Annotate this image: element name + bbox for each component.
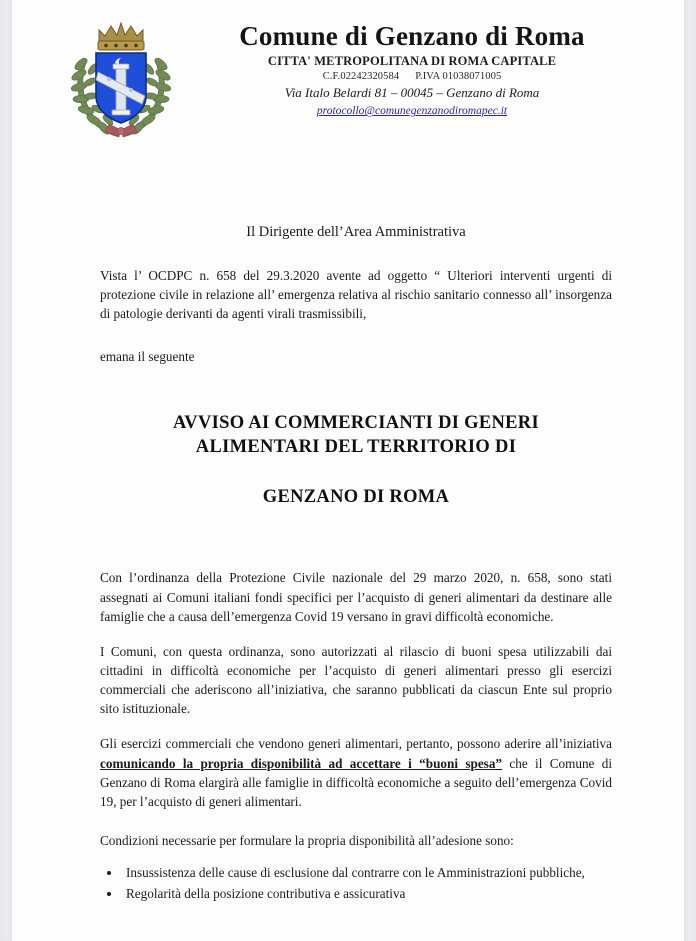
vat-number: P.IVA 01038071005	[415, 71, 502, 83]
letterhead	[12, 0, 684, 168]
crest-crown-icon	[98, 23, 144, 50]
organization-subtitle: CITTA' METROPOLITANA DI ROMA CAPITALE	[267, 54, 557, 69]
document-body	[12, 224, 684, 904]
premise-paragraph: Vista l’ OCDPC n. 658 del 29.3.2020 avente ad oggetto “ Ulteriori interventi urgenti di protezione civile in relazione all’ emergenza relativa al rischio sanitario connesso all’ insorgenza di patologie derivanti da agenti virali trasmissibili,	[100, 268, 612, 322]
issue-line: emana il seguente	[100, 349, 195, 365]
document-sheet	[12, 0, 684, 941]
adhesion-text-before: Gli esercizi commerciali che vendono generi alimentari, pertanto, possono aderire all’iniziativa	[100, 736, 612, 752]
signatory-line: Il Dirigente dell’Area Amministrativa	[246, 224, 466, 240]
letterhead-text	[177, 22, 647, 119]
notice-content	[100, 568, 612, 904]
notice-title-city: GENZANO DI ROMA	[262, 487, 450, 508]
organization-email-link[interactable]: protocollo@comunegenzanodiromapec.it	[316, 105, 508, 118]
paragraph-adhesion	[100, 734, 612, 811]
paragraph-vouchers: I Comuni, con questa ordinanza, sono autorizzati al rilascio di buoni spesa utilizzabili dai cittadini in difficoltà economiche per l’acquisto di generi alimentari presso gli esercizi commerciali che aderiscono all’iniziativa, che saranno pubblicati da ciascun Ente sul proprio sito istituzionale.	[100, 643, 612, 717]
adhesion-text-after: che il Comune di Genzano di Roma elargirà alle famiglie in difficoltà economiche a seguito dell’emergenza Covid 19, per l’acquisto di generi alimentari.	[100, 755, 613, 809]
paragraph-funds: Con l’ordinanza della Protezione Civile nazionale del 29 marzo 2020, n. 658, sono stati assegnati ai Comuni italiani fondi specifici per l’acquisto di generi alimentari da destinare alle famiglie che a causa dell’emergenza Covid 19 versano in gravi difficoltà economiche.	[100, 570, 612, 624]
notice-title	[100, 411, 612, 460]
organization-name: Comune di Genzano di Roma	[239, 21, 585, 51]
conditions-list	[100, 862, 612, 904]
organization-address: Via Italo Belardi 81 – 00045 – Genzano di Roma	[284, 85, 540, 101]
fiscal-code: C.F.02242320584	[322, 71, 400, 83]
conditions-intro: Condizioni necessarie per formulare la propria disponibilità all’adesione sono:	[100, 832, 514, 848]
page-edge-right	[684, 0, 696, 941]
organization-codes	[177, 71, 647, 82]
notice-title-line-2: ALIMENTARI DEL TERRITORIO DI	[195, 436, 517, 457]
crest-shield-icon	[96, 53, 146, 123]
adhesion-emphasis: comunicando la propria disponibilità ad accettare i “buoni spesa”	[100, 755, 503, 771]
notice-title-line-1: AVVISO AI COMMERCIANTI DI GENERI	[173, 412, 539, 433]
list-item: • Regolarità della posizione contributiva e assicurativa	[122, 883, 612, 904]
coat-of-arms-icon	[69, 12, 173, 144]
page-edge-left	[0, 0, 12, 941]
list-item: • Insussistenza delle cause di esclusione dal contrarre con le Amministrazioni pubbliche,	[122, 862, 612, 883]
